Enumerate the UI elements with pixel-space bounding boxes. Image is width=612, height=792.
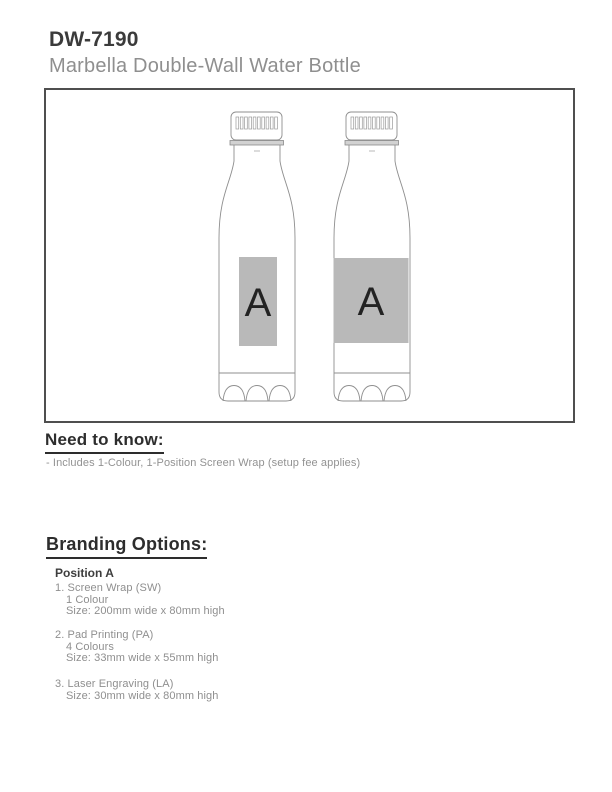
branding-method-pad-printing [55,630,218,665]
bottle-diagram [46,90,573,421]
method-detail: 4 Colours [66,640,114,653]
method-detail: Size: 30mm wide x 80mm high [66,689,219,702]
print-position-label-back: A [357,280,385,324]
diagram-frame [44,88,575,423]
method-title: 3. Laser Engraving (LA) [55,678,174,690]
method-detail: Size: 200mm wide x 80mm high [66,605,225,617]
method-detail: 1 Colour [66,593,109,606]
need-to-know-heading: Need to know: [45,430,164,454]
need-to-know-note: - Includes 1-Colour, 1-Position Screen Wrap (setup fee applies) [46,457,361,469]
branding-method-laser-engraving [55,679,218,702]
branding-options-heading: Branding Options: [46,534,207,559]
print-position-label-front: A [244,281,272,325]
product-code-title: DW-7190 [49,28,139,51]
method-detail: Size: 33mm wide x 55mm high [66,652,219,664]
branding-method-screen-wrap [55,583,225,618]
bottle-outline-back [334,112,410,401]
method-title: 1. Screen Wrap (SW) [55,582,162,594]
method-title: 2. Pad Printing (PA) [55,629,154,641]
bottle-outline-front [219,112,295,401]
product-name-subtitle: Marbella Double-Wall Water Bottle [49,55,361,77]
position-a-heading: Position A [55,566,114,580]
